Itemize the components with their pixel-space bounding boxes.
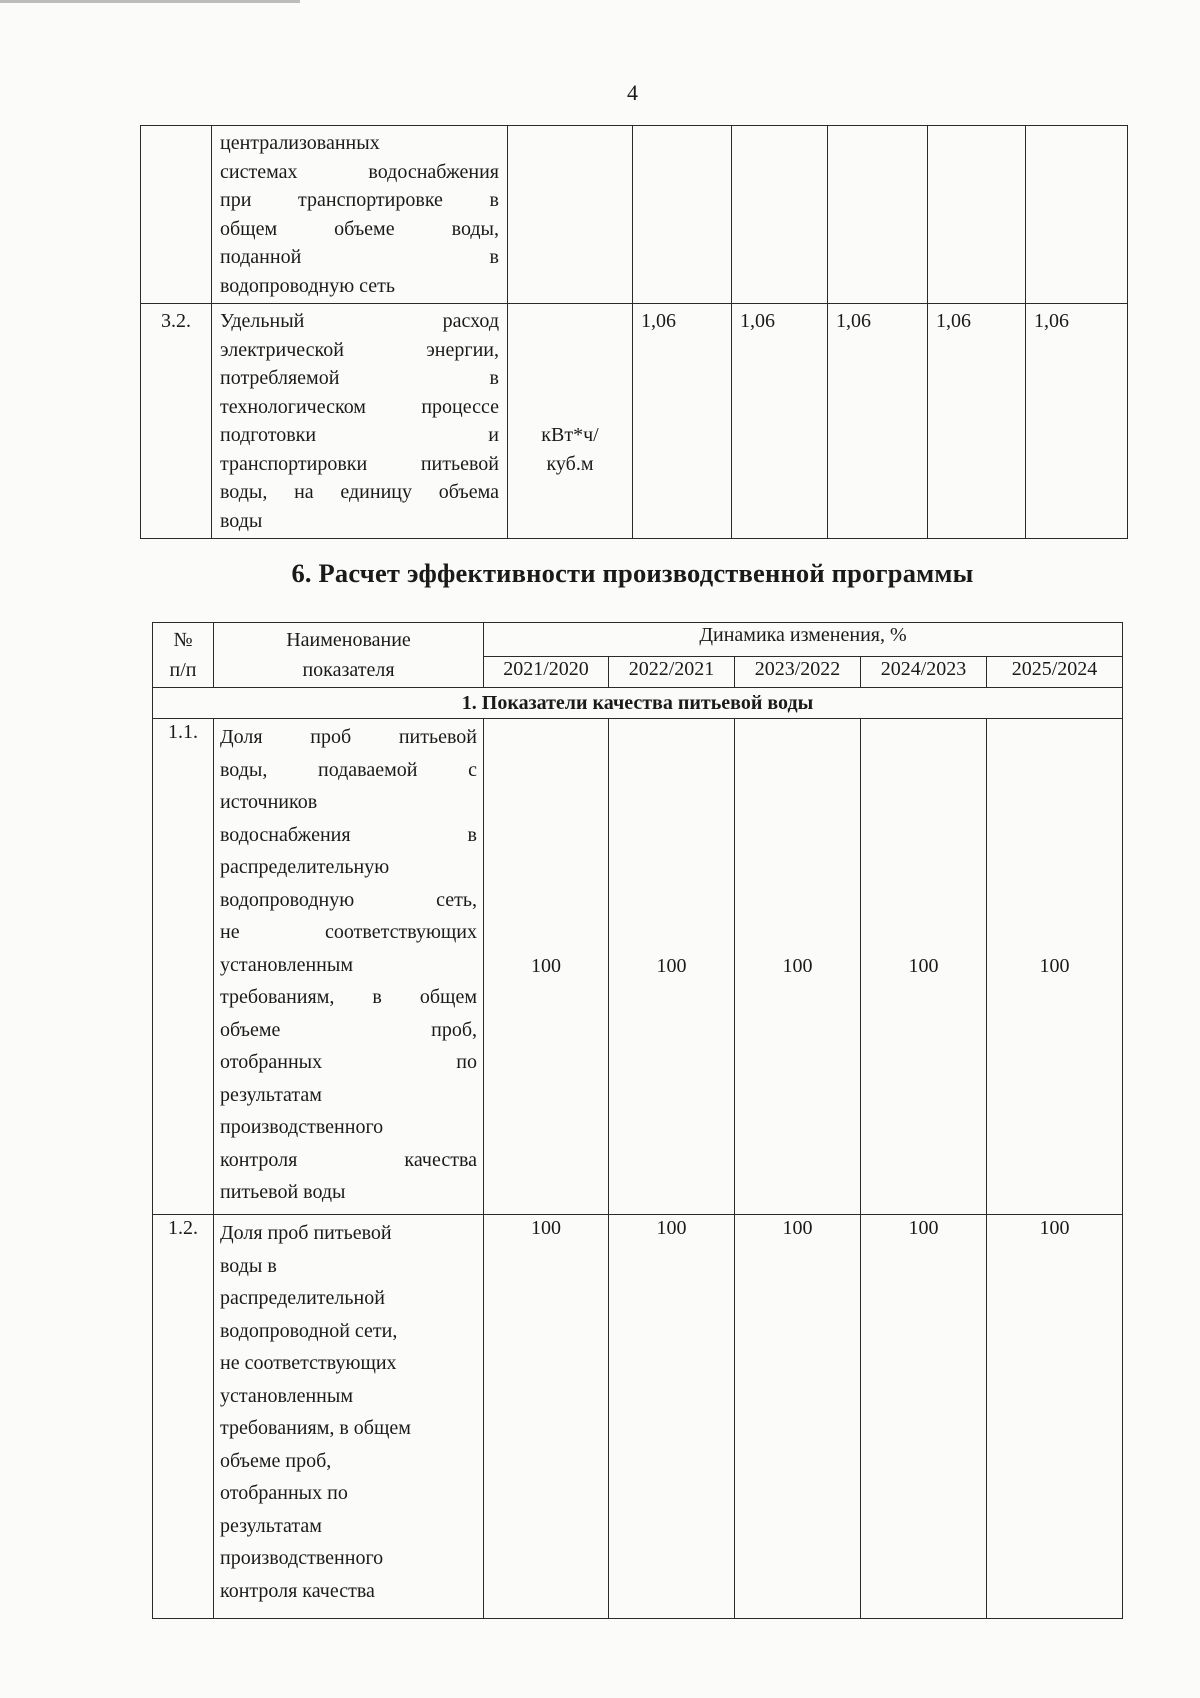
- value-cell: 1,06: [1026, 304, 1128, 539]
- table-row: [141, 304, 1128, 539]
- value-cell: [732, 126, 828, 304]
- text-line: при транспортировке в: [220, 189, 499, 211]
- text-line: воды: [220, 509, 263, 532]
- indicators-table-continued: [140, 125, 1128, 539]
- text-line: контроля качества: [220, 1579, 375, 1602]
- text-line: водопроводную сеть: [220, 274, 396, 297]
- indicator-description: [212, 304, 508, 539]
- text-line: технологическом процессе: [220, 395, 499, 418]
- text-line: не соответствующих: [220, 1352, 397, 1374]
- value-cell: 1,06: [828, 304, 928, 539]
- unit-line: кВт*ч/: [541, 424, 599, 446]
- row-number-cell: 3.2.: [141, 304, 212, 539]
- text-line: производственного: [220, 1547, 384, 1569]
- value-cell: 1,06: [633, 304, 732, 539]
- text-line: установленным: [220, 1384, 353, 1407]
- header-text: №: [173, 629, 193, 651]
- text-line: объеме проб,: [220, 1018, 477, 1041]
- text-line: Доля проб питьевой: [220, 1222, 392, 1244]
- value-cell: 100: [609, 1215, 735, 1619]
- text-line: потребляемой в: [220, 367, 499, 389]
- value-cell: 100: [735, 719, 861, 1215]
- row-number-cell: [141, 126, 212, 304]
- value-cell: [828, 126, 928, 304]
- table-row: [153, 719, 1123, 1215]
- text-line: отобранных по: [220, 1051, 477, 1073]
- text-line: результатам: [220, 1514, 322, 1537]
- text-line: воды, на единицу объема: [220, 481, 499, 503]
- indicator-description: [212, 126, 508, 304]
- text-line: производственного: [220, 1116, 384, 1138]
- header-year: 2022/2021: [609, 656, 735, 687]
- indicator-description: [214, 1215, 484, 1619]
- text-line: Доля проб питьевой: [220, 726, 477, 748]
- section-title: 6. Расчет эффективности производственной программы: [291, 558, 974, 588]
- value-cell: [633, 126, 732, 304]
- text-line: установленным: [220, 953, 353, 976]
- page-number: 4: [627, 80, 638, 105]
- row-number-cell: 1.1.: [153, 719, 214, 1215]
- header-text: показателя: [302, 659, 395, 681]
- text-line: воды, подаваемой с: [220, 758, 477, 781]
- value-cell: 100: [484, 719, 609, 1215]
- group-title: 1. Показатели качества питьевой воды: [153, 688, 1123, 719]
- table-row: [141, 126, 1128, 304]
- text-line: системах водоснабжения: [220, 160, 499, 183]
- header-year: 2024/2023: [861, 656, 987, 687]
- header-num: [153, 623, 214, 688]
- text-line: распределительную: [220, 856, 390, 878]
- text-line: Удельный расход: [220, 310, 499, 332]
- unit-cell: [508, 304, 633, 539]
- value-cell: 100: [609, 719, 735, 1215]
- efficiency-table: [152, 622, 1123, 1619]
- header-row: [153, 623, 1123, 657]
- header-year: 2023/2022: [735, 656, 861, 687]
- text-line: источников: [220, 791, 318, 813]
- unit-cell: [508, 126, 633, 304]
- text-line: результатам: [220, 1083, 322, 1106]
- group-row: [153, 688, 1123, 719]
- unit-line: куб.м: [546, 452, 594, 475]
- value-cell: 100: [484, 1215, 609, 1619]
- text-line: отобранных по: [220, 1482, 348, 1504]
- text-line: водопроводной сети,: [220, 1319, 398, 1342]
- header-text: Наименование: [286, 629, 411, 651]
- value-cell: [928, 126, 1026, 304]
- value-cell: 100: [861, 1215, 987, 1619]
- text-line: водопроводную сеть,: [220, 888, 477, 911]
- value-cell: 1,06: [928, 304, 1026, 539]
- header-dynamics: Динамика изменения, %: [484, 623, 1123, 657]
- text-line: воды в: [220, 1254, 277, 1277]
- value-cell: 1,06: [732, 304, 828, 539]
- top-edge-rule: [0, 0, 300, 3]
- text-line: транспортировки питьевой: [220, 452, 499, 475]
- text-line: контроля качества: [220, 1148, 477, 1171]
- text-line: централизованных: [220, 132, 380, 154]
- value-cell: 100: [987, 1215, 1123, 1619]
- value-cell: [1026, 126, 1128, 304]
- row-number-cell: 1.2.: [153, 1215, 214, 1619]
- text-line: не соответствующих: [220, 921, 477, 943]
- text-line: распределительной: [220, 1287, 385, 1309]
- text-line: объеме проб,: [220, 1449, 332, 1472]
- indicator-description: [214, 719, 484, 1215]
- header-text: п/п: [169, 659, 197, 681]
- text-line: электрической энергии,: [220, 338, 499, 361]
- text-line: общем объеме воды,: [220, 217, 499, 240]
- value-cell: 100: [861, 719, 987, 1215]
- table-row: [153, 1215, 1123, 1619]
- text-line: питьевой воды: [220, 1181, 346, 1203]
- value-cell: 100: [987, 719, 1123, 1215]
- text-line: требованиям, в общем: [220, 1417, 411, 1439]
- header-year: 2025/2024: [987, 656, 1123, 687]
- value-cell: 100: [735, 1215, 861, 1619]
- text-line: требованиям, в общем: [220, 986, 477, 1008]
- header-year: 2021/2020: [484, 656, 609, 687]
- text-line: подготовки и: [220, 424, 499, 446]
- header-name: [214, 623, 484, 688]
- text-line: водоснабжения в: [220, 823, 477, 846]
- text-line: поданной в: [220, 246, 499, 268]
